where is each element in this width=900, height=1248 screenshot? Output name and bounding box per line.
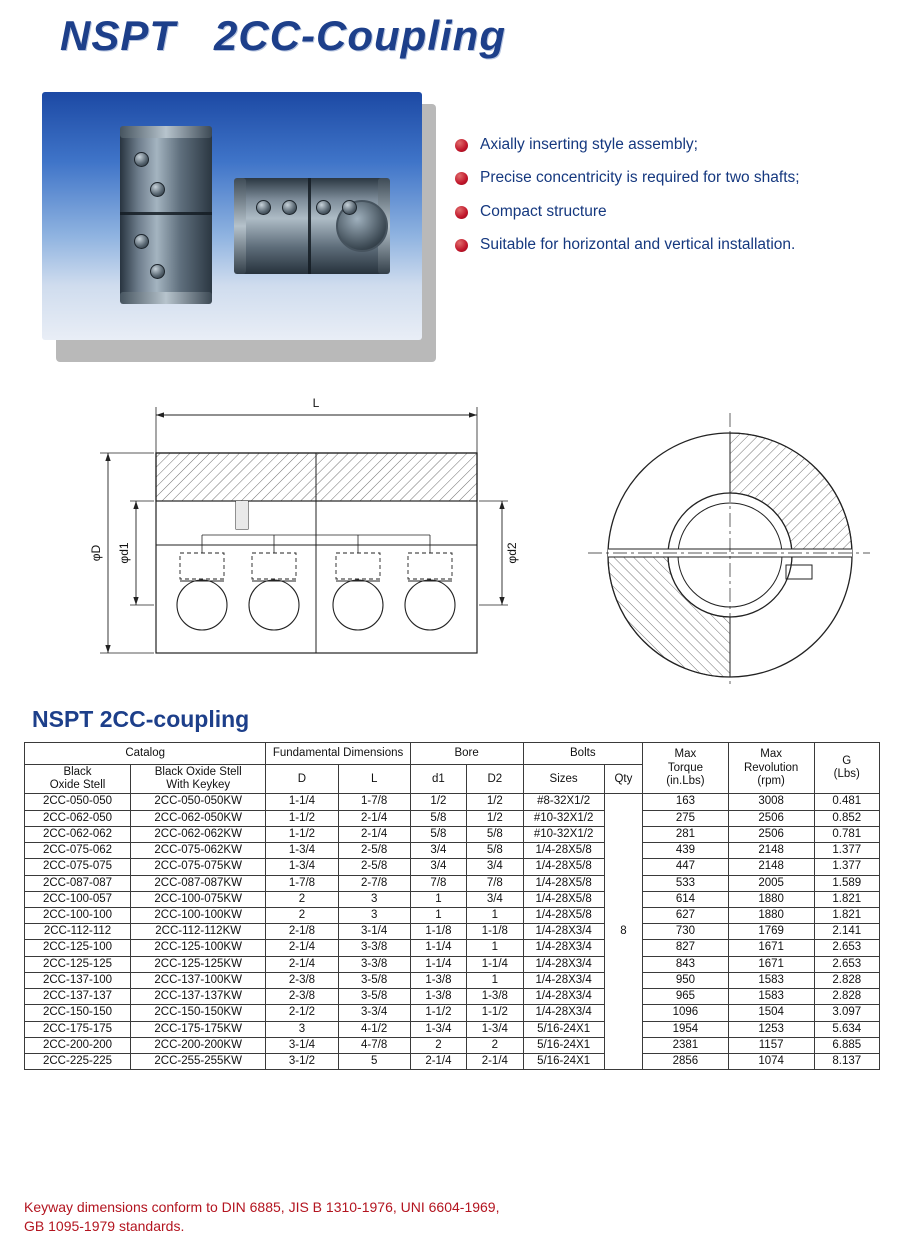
header-black-oxide-l1: Black — [63, 766, 92, 778]
cell-d: 1-3/4 — [266, 859, 338, 875]
cell-catalog-keyway: 2CC-137-137KW — [131, 989, 266, 1005]
cell-max-torque: 281 — [643, 826, 729, 842]
header-g-l2: (Lbs) — [833, 768, 860, 781]
feature-text: Compact structure — [480, 202, 607, 220]
header-catalog: Catalog — [25, 743, 266, 765]
cell-d2: 1 — [467, 907, 523, 923]
cell-g: 2.653 — [814, 956, 880, 972]
cell-max-torque: 627 — [643, 907, 729, 923]
cell-max-torque: 730 — [643, 924, 729, 940]
cell-max-torque: 439 — [643, 843, 729, 859]
bolt-icon — [342, 200, 357, 215]
feature-text: Suitable for horizontal and vertical installation. — [480, 236, 796, 254]
cell-catalog: 2CC-125-125 — [25, 956, 131, 972]
cell-d1: 1/2 — [410, 794, 466, 810]
cell-catalog: 2CC-100-100 — [25, 907, 131, 923]
cell-d2: 5/8 — [467, 843, 523, 859]
header-black-oxide — [25, 765, 131, 794]
cell-l: 3-5/8 — [338, 972, 410, 988]
cell-g: 6.885 — [814, 1037, 880, 1053]
cell-g: 2.653 — [814, 940, 880, 956]
header-max-torque-l2: Torque — [667, 761, 703, 774]
cell-catalog: 2CC-150-150 — [25, 1005, 131, 1021]
header-g — [814, 743, 880, 794]
table-row — [25, 859, 880, 875]
cell-l: 1-7/8 — [338, 794, 410, 810]
cell-g: 1.821 — [814, 907, 880, 923]
cell-max-torque: 827 — [643, 940, 729, 956]
cell-d: 2 — [266, 907, 338, 923]
cell-g: 8.137 — [814, 1053, 880, 1069]
cell-d: 3 — [266, 1021, 338, 1037]
section-title: NSPT 2CC-coupling — [32, 706, 250, 732]
cell-catalog-keyway: 2CC-075-062KW — [131, 843, 266, 859]
bolt-icon — [150, 264, 165, 279]
bullet-dot-icon — [455, 239, 468, 252]
cell-max-torque: 950 — [643, 972, 729, 988]
cell-catalog: 2CC-075-062 — [25, 843, 131, 859]
cell-d2: 7/8 — [467, 875, 523, 891]
list-item — [455, 168, 885, 187]
cell-d1: 5/8 — [410, 826, 466, 842]
footer-note — [24, 1198, 724, 1236]
header-max-torque — [643, 743, 729, 794]
cell-sizes: 1/4-28X3/4 — [523, 956, 604, 972]
header-d1: d1 — [410, 765, 466, 794]
cell-l: 2-1/4 — [338, 810, 410, 826]
bullet-dot-icon — [455, 139, 468, 152]
cell-d: 2-3/8 — [266, 989, 338, 1005]
cell-d: 1-1/4 — [266, 794, 338, 810]
cell-g: 3.097 — [814, 1005, 880, 1021]
table-row — [25, 972, 880, 988]
cell-d2: 1 — [467, 940, 523, 956]
cell-d: 2-1/4 — [266, 956, 338, 972]
cell-catalog: 2CC-225-225 — [25, 1053, 131, 1069]
feature-text: Axially inserting style assembly; — [480, 136, 698, 153]
cell-g: 2.828 — [814, 972, 880, 988]
cell-g: 1.377 — [814, 843, 880, 859]
cell-max-torque: 447 — [643, 859, 729, 875]
cell-sizes: 1/4-28X3/4 — [523, 940, 604, 956]
cell-l: 3-5/8 — [338, 989, 410, 1005]
cell-max-revolution: 1253 — [728, 1021, 814, 1037]
cell-d2: 1-1/8 — [467, 924, 523, 940]
list-item — [455, 202, 885, 221]
cell-max-revolution: 2506 — [728, 826, 814, 842]
cell-g: 2.141 — [814, 924, 880, 940]
cell-sizes: #10-32X1/2 — [523, 810, 604, 826]
table-row — [25, 1037, 880, 1053]
header-black-oxide-l2: Oxide Stell — [49, 779, 106, 792]
header-bore: Bore — [410, 743, 523, 765]
cell-l: 4-7/8 — [338, 1037, 410, 1053]
cell-sizes: 5/16-24X1 — [523, 1053, 604, 1069]
cell-l: 3 — [338, 891, 410, 907]
cell-d2: 2 — [467, 1037, 523, 1053]
cell-l: 3-1/4 — [338, 924, 410, 940]
cell-d: 2-1/2 — [266, 1005, 338, 1021]
feature-list — [455, 135, 885, 269]
cell-catalog-keyway: 2CC-112-112KW — [131, 924, 266, 940]
cell-d: 2 — [266, 891, 338, 907]
cell-d2: 2-1/4 — [467, 1053, 523, 1069]
cell-d1: 2 — [410, 1037, 466, 1053]
header-max-revolution-l2: Revolution — [743, 761, 799, 774]
table-row — [25, 826, 880, 842]
header-bolts: Bolts — [523, 743, 643, 765]
cell-d1: 1-1/2 — [410, 1005, 466, 1021]
cell-max-revolution: 3008 — [728, 794, 814, 810]
cell-d: 3-1/4 — [266, 1037, 338, 1053]
bullet-dot-icon — [455, 206, 468, 219]
bullet-dot-icon — [455, 172, 468, 185]
bolt-icon — [150, 182, 165, 197]
cell-g: 2.828 — [814, 989, 880, 1005]
cell-max-torque: 2856 — [643, 1053, 729, 1069]
cell-max-revolution: 1880 — [728, 907, 814, 923]
list-item — [455, 235, 885, 254]
bolt-icon — [256, 200, 271, 215]
cell-catalog-keyway: 2CC-125-125KW — [131, 956, 266, 972]
cell-d2: 3/4 — [467, 891, 523, 907]
cell-catalog-keyway: 2CC-100-100KW — [131, 907, 266, 923]
cell-max-torque: 533 — [643, 875, 729, 891]
table-row — [25, 843, 880, 859]
footer-note-line1: Keyway dimensions conform to DIN 6885, JIS B 1310-1976, UNI 6604-1969, — [24, 1199, 500, 1215]
cell-g: 1.377 — [814, 859, 880, 875]
cell-sizes: 1/4-28X5/8 — [523, 891, 604, 907]
cell-d: 1-7/8 — [266, 875, 338, 891]
bolt-icon — [282, 200, 297, 215]
drawing-svg — [40, 385, 870, 685]
technical-drawing — [40, 385, 870, 685]
feature-text: Precise concentricity is required for two shafts; — [480, 169, 800, 187]
product-photo — [42, 92, 422, 340]
cell-catalog: 2CC-200-200 — [25, 1037, 131, 1053]
specification-table — [24, 742, 880, 1070]
dim-outer-dia-label: φD — [89, 544, 103, 562]
cell-d1: 1-3/4 — [410, 1021, 466, 1037]
cell-l: 3-3/8 — [338, 956, 410, 972]
cell-d: 1-1/2 — [266, 810, 338, 826]
cell-d: 1-1/2 — [266, 826, 338, 842]
cell-g: 0.481 — [814, 794, 880, 810]
footer-note-line2: GB 1095-1979 standards. — [24, 1217, 185, 1234]
cell-d2: 5/8 — [467, 826, 523, 842]
table-row — [25, 940, 880, 956]
header-max-torque-l3: (in.Lbs) — [666, 774, 705, 787]
cell-catalog: 2CC-112-112 — [25, 924, 131, 940]
cell-max-revolution: 2005 — [728, 875, 814, 891]
cell-max-revolution: 2148 — [728, 859, 814, 875]
cell-l: 3-3/4 — [338, 1005, 410, 1021]
cell-catalog-keyway: 2CC-062-062KW — [131, 826, 266, 842]
list-item — [455, 135, 885, 154]
cell-max-torque: 614 — [643, 891, 729, 907]
cell-sizes: 1/4-28X5/8 — [523, 875, 604, 891]
cell-catalog-keyway: 2CC-125-100KW — [131, 940, 266, 956]
cell-max-torque: 163 — [643, 794, 729, 810]
cell-d2: 1 — [467, 972, 523, 988]
cell-l: 5 — [338, 1053, 410, 1069]
cell-d2: 1/2 — [467, 810, 523, 826]
header-max-revolution-l3: (rpm) — [757, 774, 785, 787]
header-qty: Qty — [604, 765, 642, 794]
cell-catalog-keyway: 2CC-200-200KW — [131, 1037, 266, 1053]
cell-d1: 1-1/4 — [410, 956, 466, 972]
header-max-revolution — [728, 743, 814, 794]
cell-sizes: #10-32X1/2 — [523, 826, 604, 842]
cell-d1: 3/4 — [410, 843, 466, 859]
cell-g: 5.634 — [814, 1021, 880, 1037]
cell-max-torque: 1096 — [643, 1005, 729, 1021]
header-black-oxide-keykey — [131, 765, 266, 794]
cell-catalog-keyway: 2CC-075-075KW — [131, 859, 266, 875]
cell-max-revolution: 1074 — [728, 1053, 814, 1069]
cell-d1: 1-1/8 — [410, 924, 466, 940]
header-max-torque-l1: Max — [674, 748, 697, 761]
cell-g: 0.781 — [814, 826, 880, 842]
cell-catalog: 2CC-125-100 — [25, 940, 131, 956]
cell-d2: 3/4 — [467, 859, 523, 875]
cell-d1: 7/8 — [410, 875, 466, 891]
cell-catalog: 2CC-062-050 — [25, 810, 131, 826]
table-row — [25, 1021, 880, 1037]
table-row — [25, 875, 880, 891]
bolt-icon — [134, 234, 149, 249]
table-row — [25, 924, 880, 940]
cell-g: 1.589 — [814, 875, 880, 891]
cell-max-torque: 965 — [643, 989, 729, 1005]
cell-catalog-keyway: 2CC-150-150KW — [131, 1005, 266, 1021]
dim-bore1-label: φd1 — [117, 542, 131, 564]
cell-max-revolution: 1583 — [728, 972, 814, 988]
cell-sizes: 1/4-28X5/8 — [523, 843, 604, 859]
cell-catalog-keyway: 2CC-087-087KW — [131, 875, 266, 891]
table-row — [25, 989, 880, 1005]
cell-catalog-keyway: 2CC-255-255KW — [131, 1053, 266, 1069]
header-black-oxide-keykey-l2: With Keykey — [166, 779, 231, 792]
cell-qty: 8 — [604, 794, 642, 1070]
cell-d2: 1-3/8 — [467, 989, 523, 1005]
cell-d1: 1-3/8 — [410, 989, 466, 1005]
table-row — [25, 1053, 880, 1069]
cell-max-revolution: 1671 — [728, 940, 814, 956]
cell-d: 2-1/4 — [266, 940, 338, 956]
cell-sizes: 1/4-28X5/8 — [523, 859, 604, 875]
cell-max-revolution: 1880 — [728, 891, 814, 907]
cell-d1: 1-1/4 — [410, 940, 466, 956]
cell-g: 0.852 — [814, 810, 880, 826]
cell-sizes: #8-32X1/2 — [523, 794, 604, 810]
cell-catalog-keyway: 2CC-062-050KW — [131, 810, 266, 826]
cell-d: 3-1/2 — [266, 1053, 338, 1069]
cell-catalog: 2CC-137-137 — [25, 989, 131, 1005]
cell-d: 2-3/8 — [266, 972, 338, 988]
cell-catalog-keyway: 2CC-175-175KW — [131, 1021, 266, 1037]
cell-max-torque: 2381 — [643, 1037, 729, 1053]
cell-d2: 1-1/2 — [467, 1005, 523, 1021]
coupling-vertical-image — [120, 130, 212, 300]
cell-d: 2-1/8 — [266, 924, 338, 940]
cell-max-revolution: 1583 — [728, 989, 814, 1005]
header-g-l1: G — [842, 755, 852, 767]
cell-catalog-keyway: 2CC-050-050KW — [131, 794, 266, 810]
cell-max-revolution: 1157 — [728, 1037, 814, 1053]
table-row — [25, 1005, 880, 1021]
header-max-revolution-l1: Max — [760, 748, 782, 761]
dim-bore2-label: φd2 — [505, 542, 519, 564]
cell-max-revolution: 2506 — [728, 810, 814, 826]
cell-max-revolution: 2148 — [728, 843, 814, 859]
header-d: D — [266, 765, 338, 794]
cell-d2: 1-3/4 — [467, 1021, 523, 1037]
cell-catalog: 2CC-075-075 — [25, 859, 131, 875]
cell-sizes: 5/16-24X1 — [523, 1037, 604, 1053]
table-row — [25, 891, 880, 907]
cell-d1: 1 — [410, 907, 466, 923]
cell-catalog: 2CC-050-050 — [25, 794, 131, 810]
table-group-header-row — [25, 743, 880, 765]
cell-catalog: 2CC-062-062 — [25, 826, 131, 842]
cell-catalog: 2CC-087-087 — [25, 875, 131, 891]
cell-max-revolution: 1504 — [728, 1005, 814, 1021]
cell-d2: 1-1/4 — [467, 956, 523, 972]
cell-d1: 3/4 — [410, 859, 466, 875]
table-row — [25, 956, 880, 972]
table-row — [25, 794, 880, 810]
cell-catalog-keyway: 2CC-137-100KW — [131, 972, 266, 988]
cell-sizes: 1/4-28X3/4 — [523, 924, 604, 940]
cell-l: 3-3/8 — [338, 940, 410, 956]
header-sizes: Sizes — [523, 765, 604, 794]
cell-sizes: 1/4-28X5/8 — [523, 907, 604, 923]
cell-l: 3 — [338, 907, 410, 923]
cell-l: 2-5/8 — [338, 843, 410, 859]
table-body — [25, 794, 880, 1070]
cell-catalog: 2CC-137-100 — [25, 972, 131, 988]
cell-l: 2-7/8 — [338, 875, 410, 891]
cell-sizes: 1/4-28X3/4 — [523, 989, 604, 1005]
cell-d1: 1 — [410, 891, 466, 907]
page-title: NSPT 2CC-Coupling — [60, 12, 506, 59]
cell-d1: 1-3/8 — [410, 972, 466, 988]
table-row — [25, 907, 880, 923]
cell-catalog: 2CC-175-175 — [25, 1021, 131, 1037]
cell-l: 2-1/4 — [338, 826, 410, 842]
cell-g: 1.821 — [814, 891, 880, 907]
header-black-oxide-keykey-l1: Black Oxide Stell — [154, 766, 242, 778]
cell-max-torque: 1954 — [643, 1021, 729, 1037]
cell-d1: 5/8 — [410, 810, 466, 826]
cell-l: 4-1/2 — [338, 1021, 410, 1037]
cell-catalog: 2CC-100-057 — [25, 891, 131, 907]
cell-d: 1-3/4 — [266, 843, 338, 859]
bolt-icon — [134, 152, 149, 167]
table-row — [25, 810, 880, 826]
cell-max-torque: 275 — [643, 810, 729, 826]
header-fundamental-dimensions: Fundamental Dimensions — [266, 743, 410, 765]
cell-sizes: 5/16-24X1 — [523, 1021, 604, 1037]
cell-sizes: 1/4-28X3/4 — [523, 972, 604, 988]
cell-max-revolution: 1671 — [728, 956, 814, 972]
cell-l: 2-5/8 — [338, 859, 410, 875]
cell-catalog-keyway: 2CC-100-075KW — [131, 891, 266, 907]
cell-max-revolution: 1769 — [728, 924, 814, 940]
cell-d1: 2-1/4 — [410, 1053, 466, 1069]
coupling-horizontal-image — [238, 178, 386, 274]
dim-length-label: L — [312, 396, 320, 410]
cell-sizes: 1/4-28X3/4 — [523, 1005, 604, 1021]
bolt-icon — [316, 200, 331, 215]
cell-max-torque: 843 — [643, 956, 729, 972]
header-l: L — [338, 765, 410, 794]
cell-d2: 1/2 — [467, 794, 523, 810]
header-d2: D2 — [467, 765, 523, 794]
